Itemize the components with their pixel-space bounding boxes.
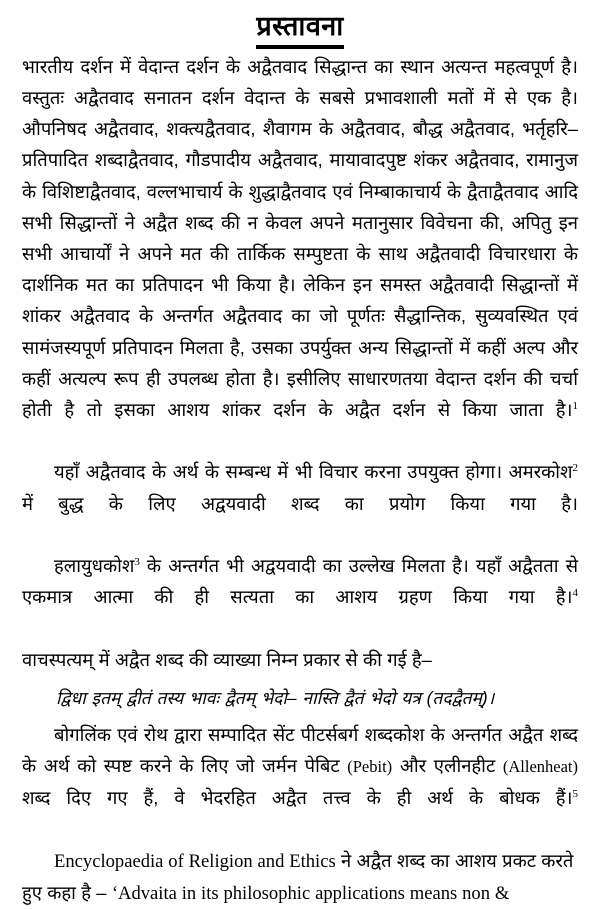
- latin-quote-advaita: ‘Advaita in its philosophic applications means non &: [111, 882, 510, 904]
- paragraph-5-text-c: शब्द दिए गए हैं, वे भेदरहित अद्वैत तत्त्व के ही अर्थ के बोधक हैं।: [22, 787, 573, 809]
- paragraph-5-text-a: बोगलिंक एवं रोथ द्वारा सम्पादित सेंट पीटर्सबर्ग शब्दकोश के अन्तर्गत अद्वैत शब्द के अर्थ को स्पष्ट करने के लिए जो जर्मन पेबिट: [22, 723, 578, 776]
- footnote-ref-2[interactable]: 2: [572, 462, 578, 475]
- paragraph-2-text-a: यहाँ अद्वैतवाद के अर्थ के सम्बन्ध में भी विचार करना उपयुक्त होगा। अमरकोश: [54, 461, 573, 483]
- paragraph-2-text-b: में बुद्ध के लिए अद्वयवादी शब्द का प्रयोग किया गया है।: [22, 492, 578, 514]
- paragraph-4-text: वाचस्पत्यम् में अद्वैत शब्द की व्याख्या निम्न प्रकार से की गई है–: [22, 648, 432, 670]
- paragraph-2: [22, 456, 578, 550]
- paragraph-6-text: ने अद्वैत शब्द का आशय प्रकट करते हुए कहा है –: [22, 849, 574, 903]
- footnote-ref-4[interactable]: 4: [572, 587, 578, 600]
- latin-term-pebit: (Pebit): [347, 756, 393, 776]
- paragraph-3-text-b: के अन्तर्गत भी अद्वयवादी का उल्लेख मिलता है। यहाँ अद्वैतता से एकमात्र आत्मा की ही सत्यता का आशय ग्रहण किया गया है।: [22, 554, 578, 608]
- paragraph-4: [22, 644, 578, 675]
- footnote-ref-5[interactable]: 5: [572, 788, 578, 801]
- latin-title-encyclopaedia: Encyclopaedia of Religion and Ethics: [54, 850, 336, 872]
- document-body: [0, 51, 600, 909]
- sanskrit-verse-text: द्विधा इतम् द्वीतं तस्य भावः द्वैतम् भेदो– नास्ति द्वैतं भेदो यत्र (तदद्वैतम्)।: [56, 687, 495, 708]
- latin-term-allenheat: (Allenheat): [502, 756, 578, 776]
- page-title: प्रस्तावना: [256, 12, 343, 49]
- paragraph-1-text: भारतीय दर्शन में वेदान्त दर्शन के अद्वैतवाद सिद्धान्त का स्थान अत्यन्त महत्वपूर्ण है। वस्तुतः अद्वैतवाद सनातन दर्शन वेदान्त के सबसे प्रभावशाली मतों में से एक है। औपनिषद अद्वैतवाद, शक्त्यद्वैतवाद, शैवागम के अद्वैतवाद, बौद्ध अद्वैतवाद, भर्तृहरि– प्रतिपादित शब्दाद्वैतवाद, गौडपादीय अद्वैतवाद, मायावादपुष्ट शंकर अद्वैतवाद, रामानुज के विशिष्टाद्वैतवाद, वल्लभाचार्य के शुद्धाद्वैतवाद एवं निम्बाकाचार्य के द्वैताद्वैतवाद आदि सभी सिद्धान्तों ने अद्वैत शब्द की न केवल अपने मतानुसार विवेचना की, अपितु इन सभी आचार्यों ने अपने मत की तार्किक सम्पुष्टता के साथ अद्वैतवादी विचारधारा के दार्शनिक मत का प्रतिपादन भी किया है। लेकिन इन समस्त अद्वैतवादी सिद्धान्तों में शांकर अद्वैतवाद के अन्तर्गत अद्वैतवाद का जो पूर्णतः सैद्धान्तिक, सुव्यवस्थित एवं सामंजस्यपूर्ण प्रतिपादन मिलता है, उसका उपर्युक्त अन्य सिद्धान्तों में कहीं अल्प और कहीं अत्यल्प रूप ही उपलब्ध होता है। इसीलिए साधारणतया वेदान्त दर्शन की चर्चा होती है तो इसका आशय शांकर दर्शन के अद्वैत दर्शन से किया जाता है।: [22, 55, 578, 420]
- footnote-ref-1[interactable]: 1: [572, 399, 578, 412]
- paragraph-3: [22, 550, 578, 644]
- paragraph-3-text-a: हलायुधकोश: [54, 554, 135, 576]
- sanskrit-verse-quote: [22, 683, 578, 713]
- paragraph-6: [22, 845, 578, 909]
- paragraph-5-text-b: और एलीनहीट: [392, 754, 503, 776]
- page-title-block: [0, 0, 600, 51]
- paragraph-1: [22, 51, 578, 457]
- footnote-ref-3[interactable]: 3: [134, 555, 140, 568]
- paragraph-5: [22, 719, 578, 845]
